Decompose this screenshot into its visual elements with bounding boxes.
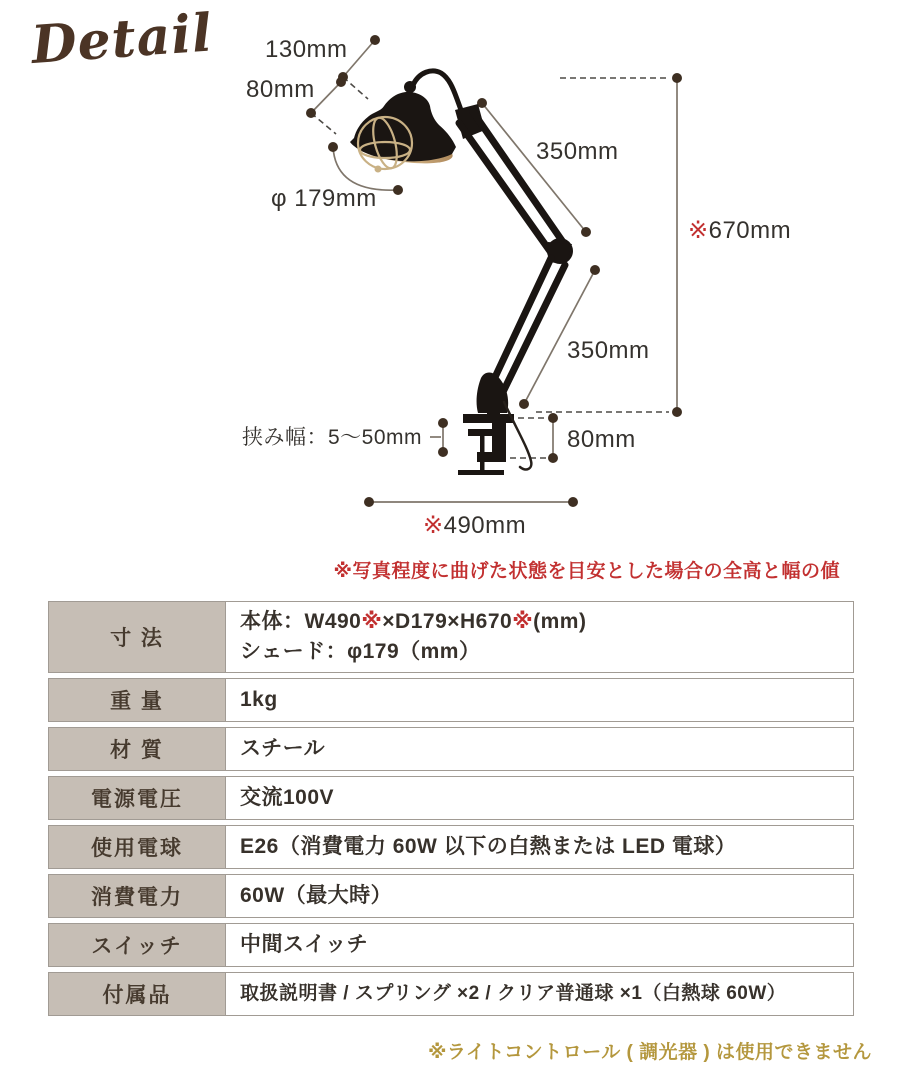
dimension-caveat-note: ※写真程度に曲げた状態を目安とした場合の全高と幅の値 <box>333 561 840 582</box>
table-row <box>48 678 854 722</box>
spec-value: 取扱説明書 / スプリング ×2 / クリア普通球 ×1（白熱球 60W） <box>240 983 787 1005</box>
spec-value-line1: 本体：W490※×D179×H670※(mm) <box>240 609 587 633</box>
dim-label-upper-arm: 350mm <box>536 138 619 165</box>
spec-label: 電源電圧 <box>49 777 226 819</box>
cage-knob <box>375 166 382 173</box>
spec-value: 60W（最大時） <box>240 883 393 907</box>
asterisk-mark: ※ <box>512 609 534 633</box>
clamp-pad-plate <box>468 429 494 436</box>
asterisk-mark: ※ <box>688 217 709 244</box>
spec-value <box>226 602 853 672</box>
lower-arm-bar-2 <box>501 265 565 396</box>
spec-label: 重 量 <box>49 679 226 721</box>
spec-value: 中間スイッチ <box>240 932 369 956</box>
spec-table <box>48 601 854 1021</box>
desk-clamp <box>458 414 514 475</box>
spec-value-line2: シェード：φ179（mm） <box>240 640 481 663</box>
lamp-illustration <box>350 71 573 475</box>
dim-label-shade-height: 80mm <box>246 76 315 103</box>
spec-label: スイッチ <box>49 924 226 966</box>
spec-value: スチール <box>240 736 326 760</box>
measure-130 <box>343 40 375 77</box>
table-row <box>48 776 854 820</box>
spec-label: 付属品 <box>49 973 226 1015</box>
clamp-screw-handle <box>458 470 504 475</box>
spec-value: 1kg <box>240 687 278 711</box>
table-row <box>48 727 854 771</box>
asterisk-mark: ※ <box>361 609 383 633</box>
table-row <box>48 825 854 869</box>
dim-label-base-height: 80mm <box>567 426 636 453</box>
power-cable <box>504 402 531 469</box>
spec-label: 消費電力 <box>49 875 226 917</box>
dim-label-head-height: 130mm <box>265 36 348 63</box>
upper-arm-bar-2 <box>473 112 565 245</box>
measure-350-upper <box>482 103 586 232</box>
dim-label-lower-arm: 350mm <box>567 337 650 364</box>
dim-label-total-width: ※490mm <box>423 512 527 539</box>
dim-label-shade-diameter: φ 179mm <box>271 185 377 212</box>
shade-bell <box>350 92 456 161</box>
spec-label: 寸 法 <box>49 602 226 672</box>
table-row <box>48 874 854 918</box>
dim-label-total-height: ※670mm <box>688 217 792 244</box>
spec-value: E26（消費電力 60W 以下の白熱または LED 電球） <box>240 834 737 858</box>
detail-title: Detail <box>29 2 215 76</box>
spec-label: 材 質 <box>49 728 226 770</box>
table-row <box>48 972 854 1016</box>
asterisk-mark: ※ <box>423 512 444 539</box>
dimmer-warning-note: ※ライトコントロール ( 調光器 ) は使用できません <box>427 1042 872 1063</box>
spec-label: 使用電球 <box>49 826 226 868</box>
table-row <box>48 601 854 673</box>
spec-value: 交流100V <box>240 785 335 809</box>
dim-label-clamp-range: 挟み幅：5〜50mm <box>242 426 423 449</box>
table-row <box>48 923 854 967</box>
clamp-screw-stem <box>480 435 485 474</box>
clamp-top-plate <box>463 414 514 423</box>
measure-80-top <box>311 82 341 113</box>
